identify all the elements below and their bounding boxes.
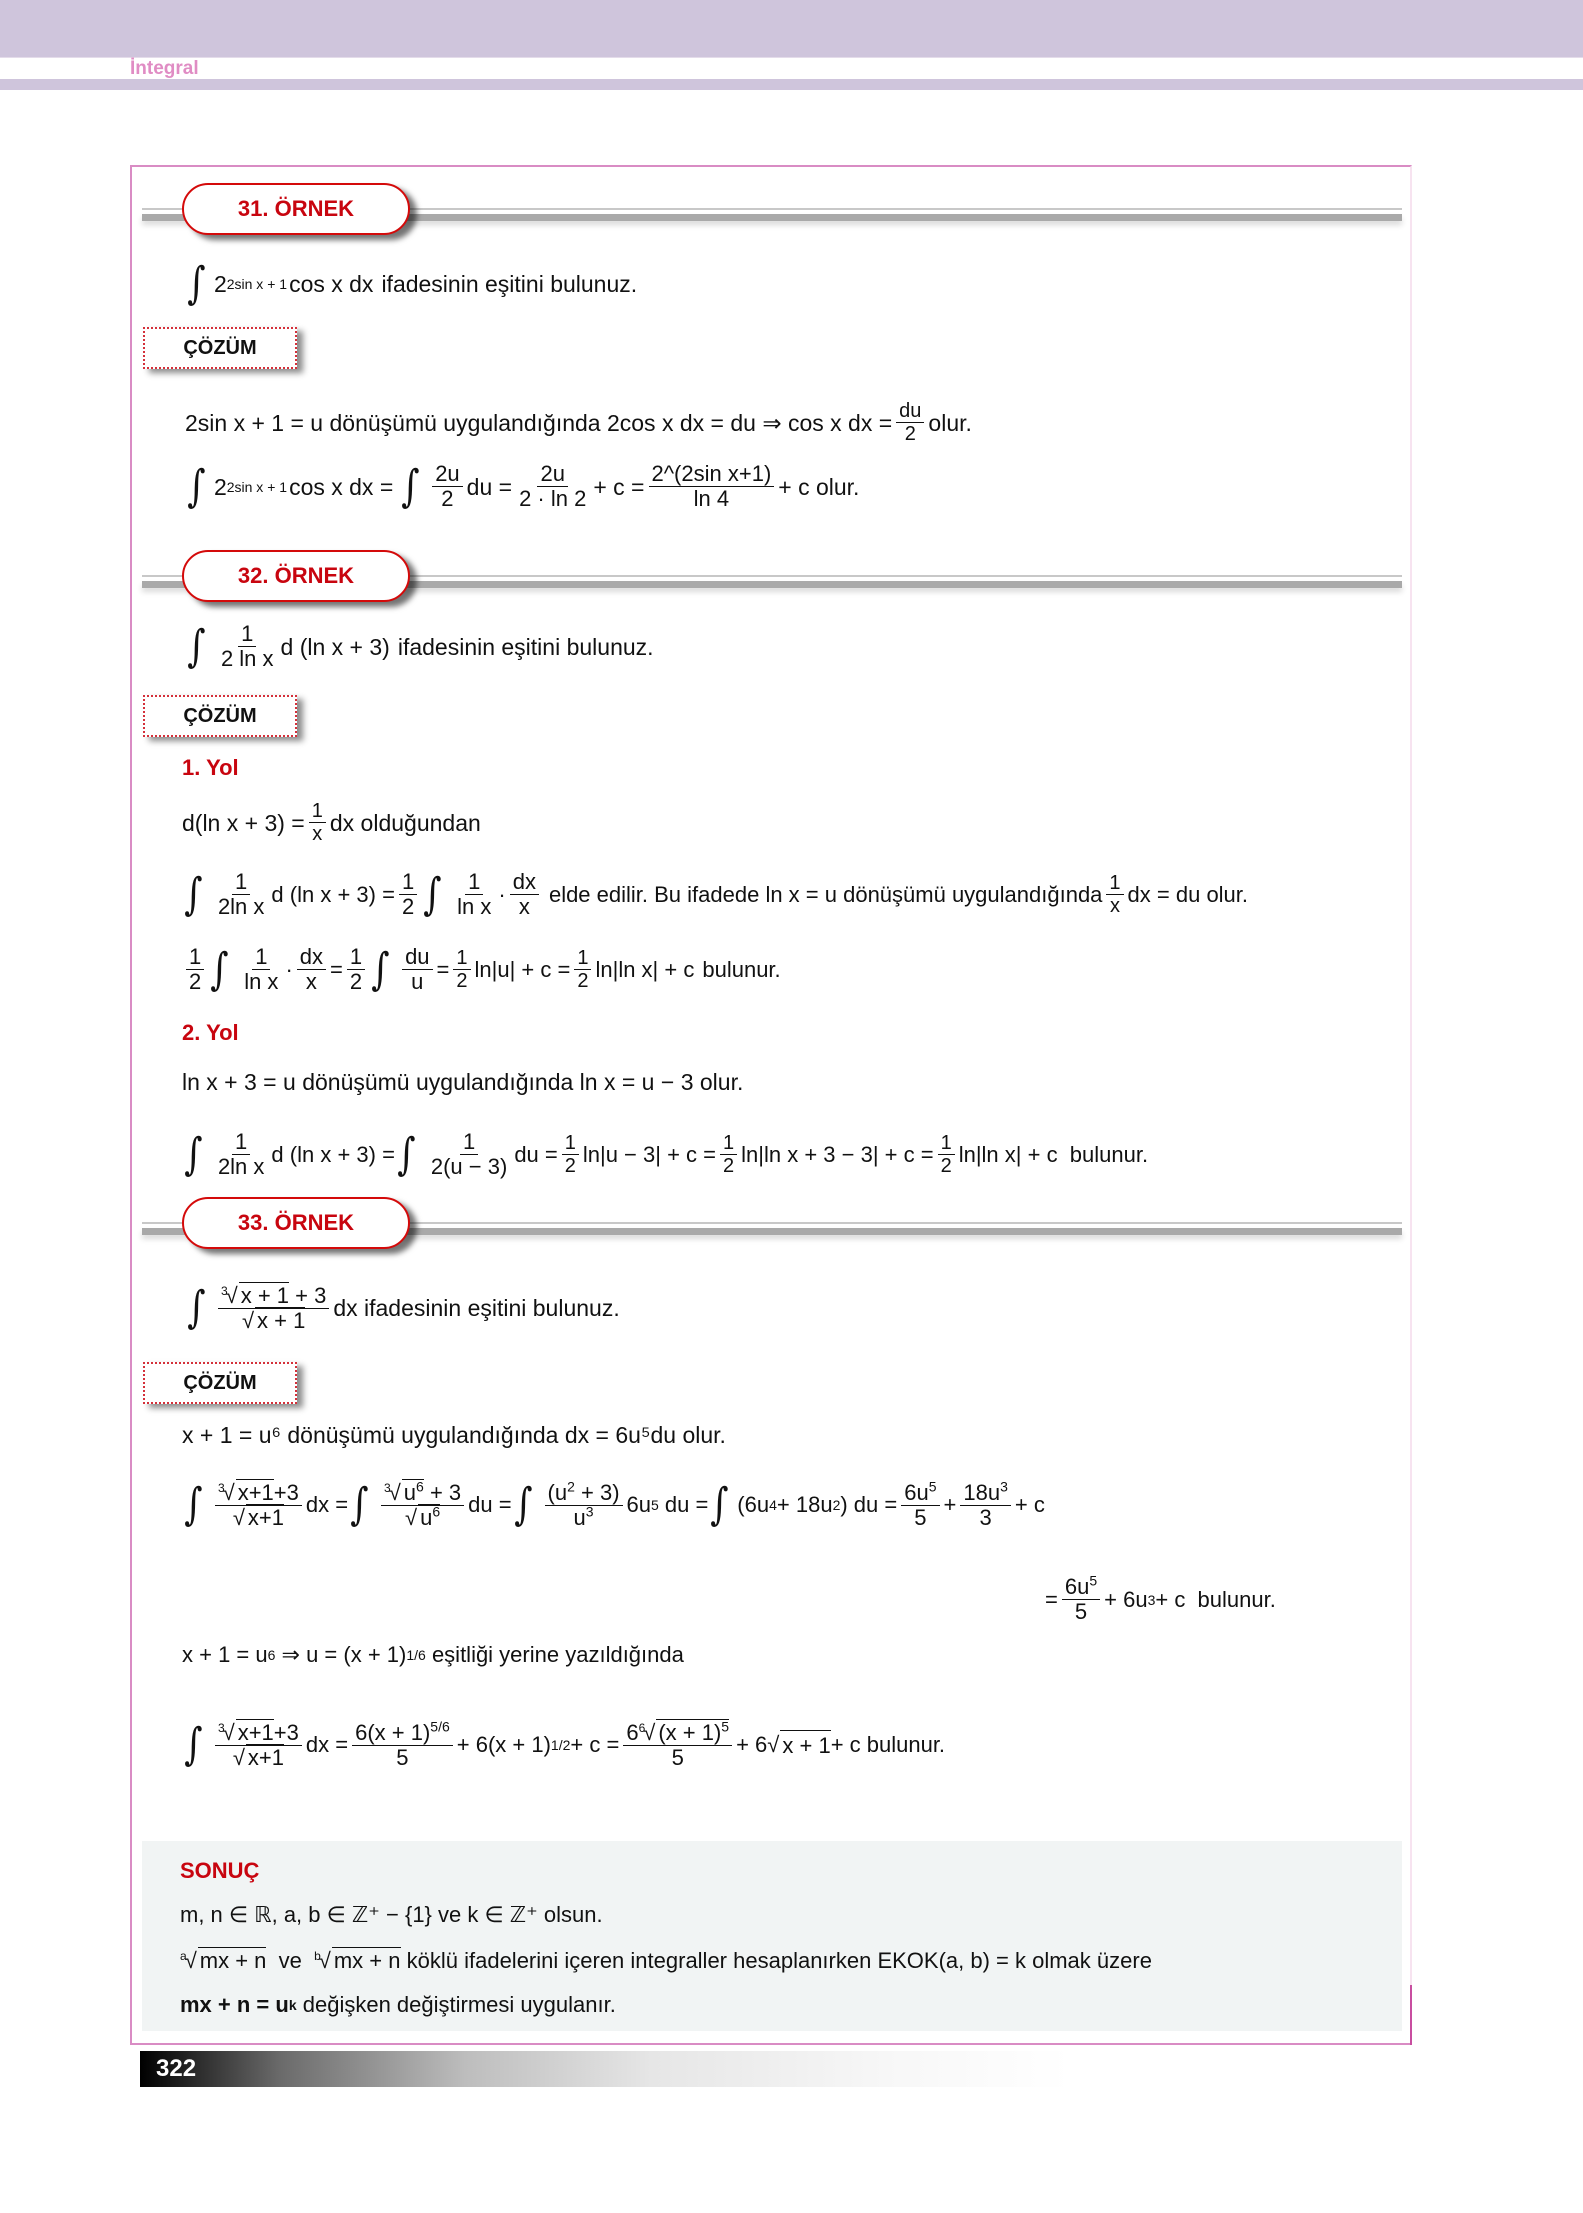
result-title: SONUÇ: [180, 1858, 260, 1883]
result-line-2: $^a$√ mx + n ve $^b$√ mx + n köklü ifadelerini içeren integraller hesaplanırken EKOK(a, b) = k olmak üzere: [180, 1947, 1152, 1973]
example-31-step-2: ∫ 2 2sin x + 1 cos x dx = ∫ $\frac{2u}{2}$ du = $\frac{2u}{2 \cdot \ln 2}$ + c = $\frac{\text{2\textasciicircum{}(2sin x+1)}}{\ln 4}$ + c olur.: [187, 460, 860, 512]
integral-sign: ∫: [187, 460, 206, 512]
way-2-line-1: ln x + 3 = u dönüşümü uygulandığında ln x = u − 3 olur.: [182, 1069, 744, 1095]
integral-sign: ∫: [184, 868, 203, 920]
integral-sign: ∫: [401, 460, 420, 512]
page-number: 322: [140, 2051, 1070, 2087]
example-31-label: 31. ÖRNEK: [182, 183, 410, 235]
integral-sign: ∫: [187, 620, 206, 672]
integral-sign: ∫: [187, 258, 206, 309]
solution-label: ÇÖZÜM: [143, 695, 297, 737]
way-1-line-2: ∫ $\frac{1}{\text{2ln x}}$ d (ln x + 3) = $\frac{1}{2}$ ∫ $\frac{1}{\text{ln x}}$ · $\frac{dx}{x}$ elde edilir. Bu ifadede ln x = u dönüşümü uygulandığında $\frac{1}{x}$ dx = du olur.: [184, 868, 1249, 920]
integral-sign: ∫: [184, 1479, 203, 1530]
integral-sign: ∫: [187, 1282, 206, 1333]
example-32-label: 32. ÖRNEK: [182, 550, 410, 602]
result-line-3: mx + n = u k değişken değiştirmesi uygulanır.: [180, 1992, 616, 2017]
solution-label: ÇÖZÜM: [143, 1362, 297, 1404]
integral-sign: ∫: [210, 943, 229, 995]
integral-sign: ∫: [371, 943, 390, 995]
integral-sign: ∫: [710, 1479, 730, 1530]
way-2-line-2: ∫ $\frac{1}{\text{2ln x}}$ d (ln x + 3) = ∫ $\frac{1}{2(u - 3)}$ du = $\frac{1}{2}$ ln|u − 3| + c = $\frac{1}{2}$ ln|ln x + 3 − 3| + c = $\frac{1}{2}$ ln|ln x| + c bulunur.: [184, 1128, 1149, 1180]
example-31-question: ∫ 2 2sin x + 1 cos x dx ifadesinin eşitini bulunuz.: [187, 258, 638, 309]
integral-sign: ∫: [423, 868, 442, 920]
example-31-step-1: 2sin x + 1 = u dönüşümü uygulandığında 2cos x dx = du ⇒ cos x dx = $\frac{du}{2}$ olur.: [185, 400, 972, 445]
example-33-question: ∫ $\frac{^3√ x + 1 + 3}{√ x + 1}$ dx ifadesinin eşitini bulunuz.: [187, 1282, 620, 1333]
way-1-title: 1. Yol: [182, 755, 239, 780]
integral-sign: ∫: [513, 1479, 533, 1530]
result-line-1: m, n ∈ ℝ, a, b ∈ ℤ⁺ − {1} ve k ∈ ℤ⁺ olsun.: [180, 1902, 603, 1927]
example-33-step-1: x + 1 = u⁶ dönüşümü uygulandığında dx = 6u⁵du olur.: [182, 1422, 726, 1448]
integral-sign: ∫: [184, 1128, 203, 1180]
example-33-step-3: = $\frac{6u^5}{5}$ + 6u 3 + c bulunur.: [1045, 1572, 1276, 1624]
integral-sign: ∫: [350, 1479, 369, 1530]
solution-label: ÇÖZÜM: [143, 327, 297, 369]
integral-sign: ∫: [184, 1719, 203, 1770]
header-sub-band: [0, 79, 1583, 90]
fraction: $\frac{du}{2}$: [896, 400, 924, 445]
example-33-step-2: ∫ $\frac{^3√ x+1+3}{√ x+1}$ dx = ∫ $\frac{^3√ u^6 + 3}{√ u^6}$ du = ∫ $\frac{(u^2 + 3)}{u^3}$ 6u 5 du = ∫ (6u 4 + 18u 2 ) du = $\frac{6u^5}{5}$ + $\frac{18u^3}{3}$ + c: [184, 1478, 1045, 1530]
way-1-line-3: $\frac{1}{2}$ ∫ $\frac{1}{\text{ln x}}$ · $\frac{dx}{x}$ = $\frac{1}{2}$ ∫ $\frac{du}{u}$ = $\frac{1}{2}$ ln|u| + c = $\frac{1}{2}$ ln|ln x| + c bulunur.: [182, 945, 781, 994]
header-divider: [0, 57, 1583, 58]
example-33-step-5: ∫ $\frac{^3√ x+1+3}{√ x+1}$ dx = $\frac{6(x + 1)^{5/6}}{5}$ + 6(x + 1) 1/2 + c = $\frac{6^6√ (x + 1)^5}{5}$ + 6√ x + 1 + c bulunur.: [184, 1718, 946, 1770]
chapter-title: İntegral: [130, 58, 199, 79]
example-33-step-4: x + 1 = u 6 ⇒ u = (x + 1) 1/6 eşitliği yerine yazıldığında: [182, 1642, 684, 1667]
header-band: [0, 0, 1583, 57]
way-1-line-1: d(ln x + 3) = $\frac{1}{x}$ dx olduğundan: [182, 800, 481, 845]
example-33-label: 33. ÖRNEK: [182, 1197, 410, 1249]
way-2-title: 2. Yol: [182, 1020, 239, 1045]
integral-sign: ∫: [397, 1128, 416, 1180]
example-32-question: ∫ $\frac{1}{\text{2 ln x}}$ d (ln x + 3) ifadesinin eşitini bulunuz.: [187, 620, 654, 672]
